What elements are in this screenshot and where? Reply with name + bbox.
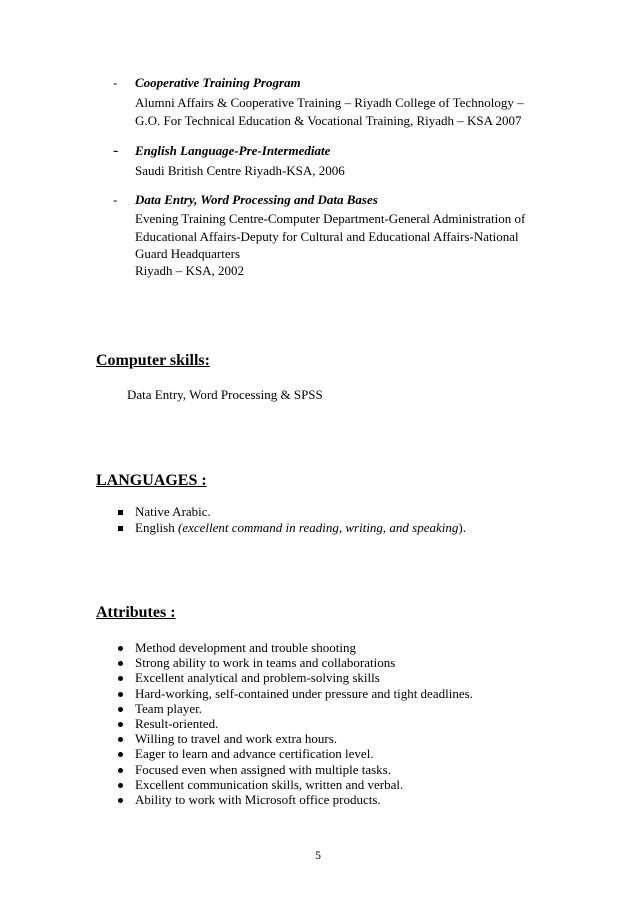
- bullet-icon: [118, 752, 123, 757]
- attribute-item: Eager to learn and advance certification level.: [135, 746, 374, 762]
- language-item: Native Arabic.: [135, 504, 211, 519]
- training-line: G.O. For Technical Education & Vocational Training, Riyadh – KSA 2007: [135, 113, 522, 128]
- attributes-heading: Attributes :: [96, 604, 176, 621]
- attribute-item: Ability to work with Microsoft office products.: [135, 792, 381, 807]
- bullet-icon: [118, 783, 123, 788]
- training-line: Guard Headquarters: [135, 246, 241, 261]
- bullet-icon: [118, 661, 123, 666]
- bullet-icon: [118, 676, 123, 681]
- bullet-icon: [118, 646, 123, 651]
- bullet-icon: [118, 798, 123, 803]
- training-title-1: Cooperative Training Program: [135, 75, 301, 90]
- training-dash-1: -: [113, 75, 118, 90]
- bullet-icon: [118, 737, 123, 742]
- bullet-icon: [118, 722, 123, 727]
- attribute-item: Team player.: [135, 700, 202, 716]
- attribute-item: Willing to travel and work extra hours.: [135, 731, 338, 747]
- training-line: Riyadh – KSA, 2002: [135, 263, 245, 278]
- attribute-item: Result-oriented.: [135, 716, 219, 731]
- training-line: Saudi British Centre Riyadh-KSA, 2006: [135, 163, 345, 178]
- training-line: Alumni Affairs & Cooperative Training – Riyadh College of Technology –: [135, 95, 524, 110]
- attribute-item: Hard-working, self-contained under pressure and tight deadlines.: [135, 685, 473, 701]
- attribute-item: Focused even when assigned with multiple tasks.: [135, 761, 391, 777]
- page-number: 5: [315, 848, 321, 862]
- attribute-item: Excellent communication skills, written and verbal.: [135, 776, 404, 792]
- bullet-icon: [118, 692, 123, 697]
- attribute-item: Strong ability to work in teams and collaborations: [135, 655, 396, 671]
- training-title-2: English Language-Pre-Intermediate: [135, 143, 331, 158]
- computer-skills-text: Data Entry, Word Processing & SPSS: [127, 387, 323, 402]
- attribute-item: Method development and trouble shooting: [135, 640, 356, 655]
- language-note: (excellent command in reading, writing, and speaking: [177, 520, 459, 535]
- training-dash-3: -: [113, 192, 118, 207]
- attribute-item: Excellent analytical and problem-solving skills: [135, 670, 380, 686]
- square-bullet-icon: [118, 510, 123, 515]
- training-dash-2: -: [113, 142, 119, 159]
- training-title-3: Data Entry, Word Processing and Data Bases: [135, 192, 378, 207]
- language-item: [135, 520, 466, 536]
- language-name: English: [135, 520, 178, 535]
- language-tail: ).: [458, 520, 466, 535]
- bullet-icon: [118, 707, 123, 712]
- square-bullet-icon: [118, 526, 123, 531]
- languages-heading: LANGUAGES :: [96, 472, 207, 489]
- bullet-icon: [118, 768, 123, 773]
- computer-skills-heading: Computer skills:: [96, 352, 210, 369]
- training-line: Evening Training Centre-Computer Department-General Administration of: [135, 211, 526, 226]
- training-line: Educational Affairs-Deputy for Cultural and Educational Affairs-National: [135, 229, 519, 244]
